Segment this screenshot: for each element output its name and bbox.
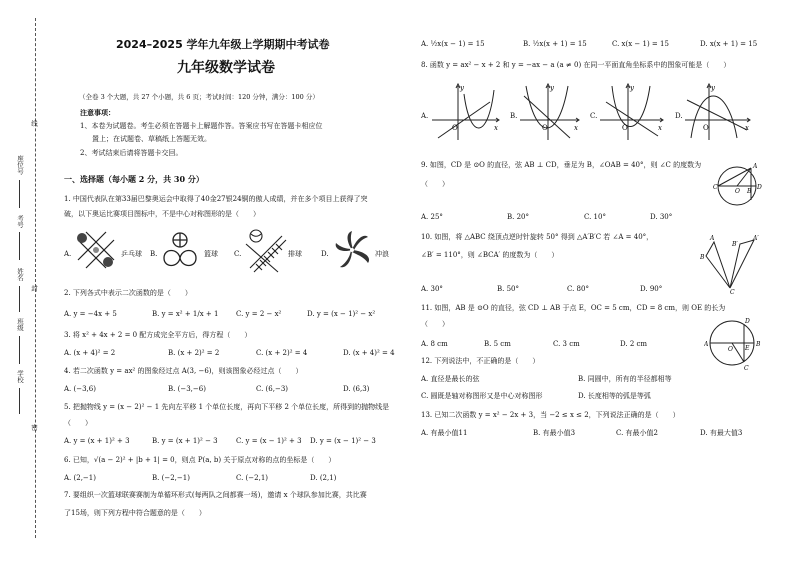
q2-option-b[interactable]: B. y = x² + 1/x + 1 [152, 310, 219, 318]
school-label: 学校 [16, 370, 24, 383]
q1-option-d-label: 冲浪 [375, 250, 389, 258]
q13-option-c[interactable]: C. 有最小值2 [616, 429, 659, 437]
q5-option-b[interactable]: B. y = (x + 1)² − 3 [152, 437, 218, 445]
q8-graph-a [430, 82, 502, 142]
q11-label-a: A [704, 341, 709, 348]
q12-option-d[interactable]: D. 长度相等的弧是等弧 [578, 392, 651, 400]
q7-option-a[interactable]: A. ½x(x − 1) = 15 [421, 40, 485, 48]
q8a-origin-label: O [452, 124, 458, 132]
q8a-y-label: y [460, 84, 464, 92]
q9-circle-figure [713, 160, 763, 210]
q9-option-a[interactable]: A. 25° [421, 213, 443, 221]
q1-option-c-label: 排球 [288, 250, 302, 258]
q9-option-d[interactable]: D. 30° [650, 213, 673, 221]
notice-2: 2、考试结束后请将答题卡交回。 [80, 149, 183, 157]
q5-stem: 5. 把抛物线 y = (x − 2)² − 1 先向左平移 1 个单位长度，再向下平移 2 个单位长度，所得到的抛物线是 [64, 403, 390, 411]
q12-option-a[interactable]: A. 直径是最长的弦 [421, 375, 480, 383]
q4-option-c[interactable]: C. (6,−3) [256, 385, 289, 393]
q3-option-d[interactable]: D. (x + 4)² = 4 [343, 349, 395, 357]
q8c-x-label: x [658, 124, 662, 132]
q8-option-a-letter[interactable]: A. [421, 112, 429, 120]
q1-option-c-letter[interactable]: C. [234, 250, 242, 258]
q13-stem: 13. 已知二次函数 y = x² − 2x + 3，当 −2 ≤ x ≤ 2，下列说法正确的是（ ） [421, 411, 680, 419]
q6-option-c[interactable]: C. (−2,1) [236, 474, 269, 482]
seat-number-field[interactable] [19, 180, 20, 208]
exam-number-field[interactable] [19, 232, 20, 260]
q11-label-e: E [745, 345, 750, 352]
q2-option-a[interactable]: A. y = −4x + 5 [64, 310, 117, 318]
q8b-y-label: y [550, 84, 554, 92]
q11-circle-figure [704, 314, 762, 372]
notice-1: 1、本卷为试题卷。考生必须在答题卡上解题作答。答案应书写在答题卡相应位 [80, 122, 323, 130]
q8-stem: 8. 函数 y = ax² − x + 2 和 y = −ax − a (a ≠ 0) 在同一平面直角坐标系中的图象可能是（ ） [421, 61, 731, 69]
q12-option-c[interactable]: C. 圆既是轴对称图形又是中心对称图形 [421, 392, 543, 400]
notice-1b: 置上；在试题卷、草稿纸上答题无效。 [92, 135, 211, 143]
q8c-origin-label: O [622, 124, 628, 132]
paper-title: 九年级数学试卷 [177, 60, 275, 76]
q13-option-a[interactable]: A. 有最小值11 [421, 429, 468, 437]
line-mark: 线 [30, 120, 38, 127]
q10-label-bp: B′ [732, 241, 738, 248]
q1-stem: 1. 中国代表队在第33届巴黎奥运会中取得了40金27银24铜的傲人成绩，并在多个项目上获得了突 [64, 195, 368, 203]
q1-option-a-letter[interactable]: A. [64, 250, 72, 258]
q11-stem: 11. 如图，AB 是 ⊙O 的直径，弦 CD ⊥ AB 于点 E，OC = 5 cm，CD = 8 cm，则 OE 的长为 [421, 304, 726, 312]
q10-stem-2: ∠B′ = 110°，则 ∠BCA′ 的度数为（ ） [421, 251, 559, 259]
q4-option-b[interactable]: B. (−3,−6) [168, 385, 206, 393]
q6-stem: 6. 已知，√(a − 2)² + |b + 1| = 0，则点 P(a, b) 关于原点对称的点的坐标是（ ） [64, 456, 336, 464]
q1-option-a-label: 乒乓球 [121, 250, 142, 258]
q8-graph-b [518, 82, 582, 142]
q5-option-d[interactable]: D. y = (x − 1)² − 3 [310, 437, 376, 445]
q11-option-c[interactable]: C. 3 cm [553, 340, 580, 348]
q5-stem-2: （ ） [64, 419, 92, 427]
q13-option-b[interactable]: B. 有最小值3 [533, 429, 576, 437]
q1-option-d-letter[interactable]: D. [321, 250, 329, 258]
seat-number-label: 座位号 [16, 155, 24, 175]
secret-mark: 密 [30, 424, 38, 431]
class-label: 班级 [16, 318, 24, 331]
q8-option-d-letter[interactable]: D. [675, 112, 683, 120]
q10-label-ap: A′ [753, 235, 759, 242]
q10-option-c[interactable]: C. 80° [567, 285, 589, 293]
q9-label-a: A [753, 163, 758, 170]
q3-stem: 3. 将 x² + 4x + 2 = 0 配方成完全平方后，得方程（ ） [64, 331, 252, 339]
q10-option-b[interactable]: B. 50° [497, 285, 520, 293]
exam-title: 2024–2025 学年九年级上学期期中考试卷 [116, 38, 330, 51]
q3-option-a[interactable]: A. (x + 4)² = 2 [64, 349, 116, 357]
q11-stem-2: （ ） [421, 320, 449, 328]
q8c-y-label: y [630, 84, 634, 92]
name-label: 姓名 [16, 268, 24, 281]
basketball-icon [158, 228, 202, 272]
q11-label-d: D [745, 318, 750, 325]
surfing-icon [330, 229, 374, 271]
seal-mark: 封 [30, 285, 38, 292]
q11-label-o: O [728, 346, 733, 353]
q1-option-b-letter[interactable]: B. [150, 250, 158, 258]
q8d-origin-label: O [703, 124, 709, 132]
q10-option-d[interactable]: D. 90° [640, 285, 663, 293]
q10-label-a: A [710, 235, 715, 242]
q1-stem-2: 破，以下奥运比赛项目图标中，不是中心对称图形的是（ ） [64, 210, 260, 218]
q7-stem-2: 了15场，则下列方程中符合题意的是（ ） [64, 509, 206, 517]
q3-option-b[interactable]: B. (x + 2)² = 2 [168, 349, 220, 357]
q9-label-o: O [735, 188, 740, 195]
q5-option-a[interactable]: A. y = (x + 1)² + 3 [64, 437, 130, 445]
q8b-x-label: x [574, 124, 578, 132]
exam-info: （全卷 3 个大题，共 27 个小题，共 6 页；考试时间：120 分钟，满分：100 分） [79, 93, 319, 101]
name-field[interactable] [19, 286, 20, 312]
notice-title: 注意事项： [80, 108, 115, 117]
q7-option-b[interactable]: B. ½x(x + 1) = 15 [523, 40, 587, 48]
q9-label-b: B [747, 188, 752, 195]
q7-option-d[interactable]: D. x(x + 1) = 15 [700, 40, 758, 48]
q8-option-b-letter[interactable]: B. [510, 112, 518, 120]
q4-option-a[interactable]: A. (−3,6) [64, 385, 96, 393]
q11-label-b: B [756, 341, 761, 348]
q6-option-a[interactable]: A. (2,−1) [64, 474, 96, 482]
school-field[interactable] [19, 388, 20, 414]
q1-option-b-label: 篮球 [204, 250, 218, 258]
q11-option-d[interactable]: D. 2 cm [620, 340, 648, 348]
q7-stem: 7. 要组织一次篮球联赛赛制为单循环形式(每两队之间都赛一场)，邀请 x 个球队参加比赛，共比赛 [64, 491, 367, 499]
q10-rotation-figure [700, 232, 760, 294]
q11-label-c: C [744, 365, 749, 372]
q8-graph-c [598, 82, 666, 142]
q11-option-b[interactable]: B. 5 cm [484, 340, 511, 348]
q13-option-d[interactable]: D. 有最大值3 [700, 429, 743, 437]
q9-label-d: D [757, 184, 762, 191]
q9-label-c: C [713, 184, 718, 191]
q9-stem: 9. 如图，CD 是 ⊙O 的直径，弦 AB ⊥ CD，垂足为 B，∠OAB = 40°，则 ∠C 的度数为 [421, 161, 702, 169]
q10-label-c: C [730, 289, 735, 294]
ping-pong-icon [72, 226, 120, 274]
cut-line [35, 18, 36, 538]
q6-option-b[interactable]: B. (−2,−1) [152, 474, 190, 482]
q8d-y-label: y [711, 84, 715, 92]
q2-stem: 2. 下列各式中表示二次函数的是（ ） [64, 289, 192, 297]
q8b-origin-label: O [542, 124, 548, 132]
q8a-x-label: x [494, 124, 498, 132]
q4-stem: 4. 若二次函数 y = ax² 的图象经过点 A(3, −6)，则该图象必经过点（ ） [64, 367, 303, 375]
q4-option-d[interactable]: D. (6,3) [343, 385, 370, 393]
q5-option-c[interactable]: C. y = (x − 1)² + 3 [236, 437, 302, 445]
q2-option-d[interactable]: D. y = (x − 1)² − x² [307, 310, 376, 318]
q10-label-b: B [700, 254, 705, 261]
q8-option-c-letter[interactable]: C. [590, 112, 598, 120]
q12-option-b[interactable]: B. 同圆中，所有的半径都相等 [578, 375, 672, 383]
q11-option-a[interactable]: A. 8 cm [421, 340, 448, 348]
q7-option-c[interactable]: C. x(x − 1) = 15 [612, 40, 669, 48]
section-title: 一、选择题（每小题 2 分，共 30 分） [64, 174, 204, 184]
volleyball-icon [242, 226, 288, 274]
q9-option-c[interactable]: C. 10° [584, 213, 606, 221]
q3-option-c[interactable]: C. (x + 2)² = 4 [256, 349, 308, 357]
q2-option-c[interactable]: C. y = 2 − x² [236, 310, 282, 318]
q8-graph-d [683, 82, 753, 142]
binding-margin [0, 0, 58, 561]
q9-stem-2: （ ） [421, 180, 449, 188]
q12-stem: 12. 下列说法中，不正确的是（ ） [421, 357, 540, 365]
q8d-x-label: x [745, 124, 749, 132]
class-field[interactable] [19, 336, 20, 364]
q10-stem: 10. 如图，将 △ABC 绕顶点逆时针旋转 50° 得到 △A′B′C 若 ∠A = 40°， [421, 233, 654, 241]
exam-number-label: 考号 [16, 215, 24, 228]
q10-option-a[interactable]: A. 30° [421, 285, 443, 293]
q6-option-d[interactable]: D. (2,1) [310, 474, 337, 482]
q9-option-b[interactable]: B. 20° [507, 213, 530, 221]
